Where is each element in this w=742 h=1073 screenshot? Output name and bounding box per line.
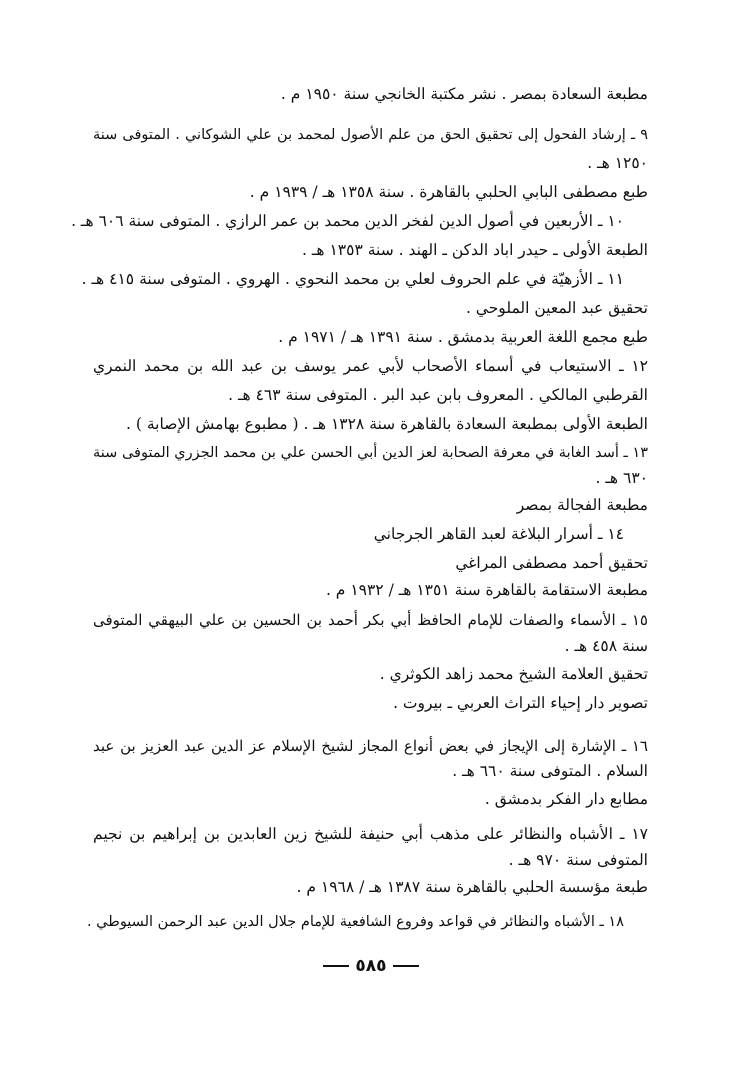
text-line: مطبعة السعادة بمصر . نشر مكتبة الخانجي سنة ١٩٥٠ م . xyxy=(280,85,648,103)
text-line: ٦٣٠ هـ . xyxy=(595,469,648,487)
text-line: ١٣ ـ أسد الغابة في معرفة الصحابة لعز الدين أبي الحسن علي بن محمد الجزري المتوفى سنة xyxy=(93,445,648,461)
text-line: طبع مجمع اللغة العربية بدمشق . سنة ١٣٩١ هـ / ١٩٧١ م . xyxy=(278,328,648,346)
text-line: الطبعة الأولى ـ حيدر اباد الدكن ـ الهند . سنة ١٣٥٣ هـ . xyxy=(301,241,648,259)
text-line: تحقيق عبد المعين الملوحي . xyxy=(465,299,648,317)
text-line: ٩ ـ إرشاد الفحول إلى تحقيق الحق من علم الأصول لمحمد بن علي الشوكاني . المتوفى سنة xyxy=(93,127,648,143)
text-line: تصوير دار إحياء التراث العربي ـ بيروت . xyxy=(393,694,648,712)
text-line: ١٢ ـ الاستيعاب في أسماء الأصحاب لأبي عمر يوسف بن عبد الله بن محمد النمري xyxy=(93,357,648,375)
text-line: ١٤ ـ أسرار البلاغة لعبد القاهر الجرجاني xyxy=(373,525,624,543)
text-line: ١٦ ـ الإشارة إلى الإيجاز في بعض أنواع المجاز لشيخ الإسلام عز الدين عبد العزيز بن عبد xyxy=(93,737,648,755)
text-line: طبعة مؤسسة الحلبي بالقاهرة سنة ١٣٨٧ هـ / ١٩٦٨ م . xyxy=(296,878,648,896)
text-line: ١٠ ـ الأربعين في أصول الدين لفخر الدين محمد بن عمر الرازي . المتوفى سنة ٦٠٦ هـ . xyxy=(71,212,624,230)
text-line: سنة ٤٥٨ هـ . xyxy=(564,637,648,655)
page-number-dash xyxy=(323,965,349,967)
page-number xyxy=(0,956,742,976)
text-line: ١٧ ـ الأشباه والنظائر على مذهب أبي حنيفة للشيخ زين العابدين بن إبراهيم بن نجيم xyxy=(93,825,648,843)
text-line: ١٢٥٠ هـ . xyxy=(587,154,648,172)
text-line: القرطبي المالكي . المعروف بابن عبد البر . المتوفى سنة ٤٦٣ هـ . xyxy=(228,386,648,404)
text-line: الطبعة الأولى بمطبعة السعادة بالقاهرة سنة ١٣٢٨ هـ . ( مطبوع بهامش الإصابة ) . xyxy=(126,415,648,433)
text-line: ١٨ ـ الأشباه والنظائر في قواعد وفروع الشافعية للإمام جلال الدين عبد الرحمن السيوطي . xyxy=(86,914,624,930)
text-line: مطابع دار الفكر بدمشق . xyxy=(484,790,648,808)
text-line: المتوفى سنة ٩٧٠ هـ . xyxy=(508,851,648,869)
text-line: مطبعة الاستقامة بالقاهرة سنة ١٣٥١ هـ / ١٩٣٢ م . xyxy=(325,581,648,599)
text-line: مطبعة الفجالة بمصر xyxy=(516,496,648,514)
page-number-dash xyxy=(393,965,419,967)
text-line: ١١ ـ الأزهيّة في علم الحروف لعلي بن محمد النحوي . الهروي . المتوفى سنة ٤١٥ هـ . xyxy=(81,270,624,288)
text-line: طبع مصطفى البابي الحلبي بالقاهرة . سنة ١٣٥٨ هـ / ١٩٣٩ م . xyxy=(249,183,648,201)
text-line: ١٥ ـ الأسماء والصفات للإمام الحافظ أبي بكر أحمد بن الحسين بن علي البيهقي المتوفى xyxy=(93,611,648,629)
text-line: تحقيق أحمد مصطفى المراغي xyxy=(455,554,648,572)
text-line: السلام . المتوفى سنة ٦٦٠ هـ . xyxy=(452,762,648,780)
text-line: تحقيق العلامة الشيخ محمد زاهد الكوثري . xyxy=(379,665,648,683)
page-number-value: ٥٨٥ xyxy=(355,956,387,976)
